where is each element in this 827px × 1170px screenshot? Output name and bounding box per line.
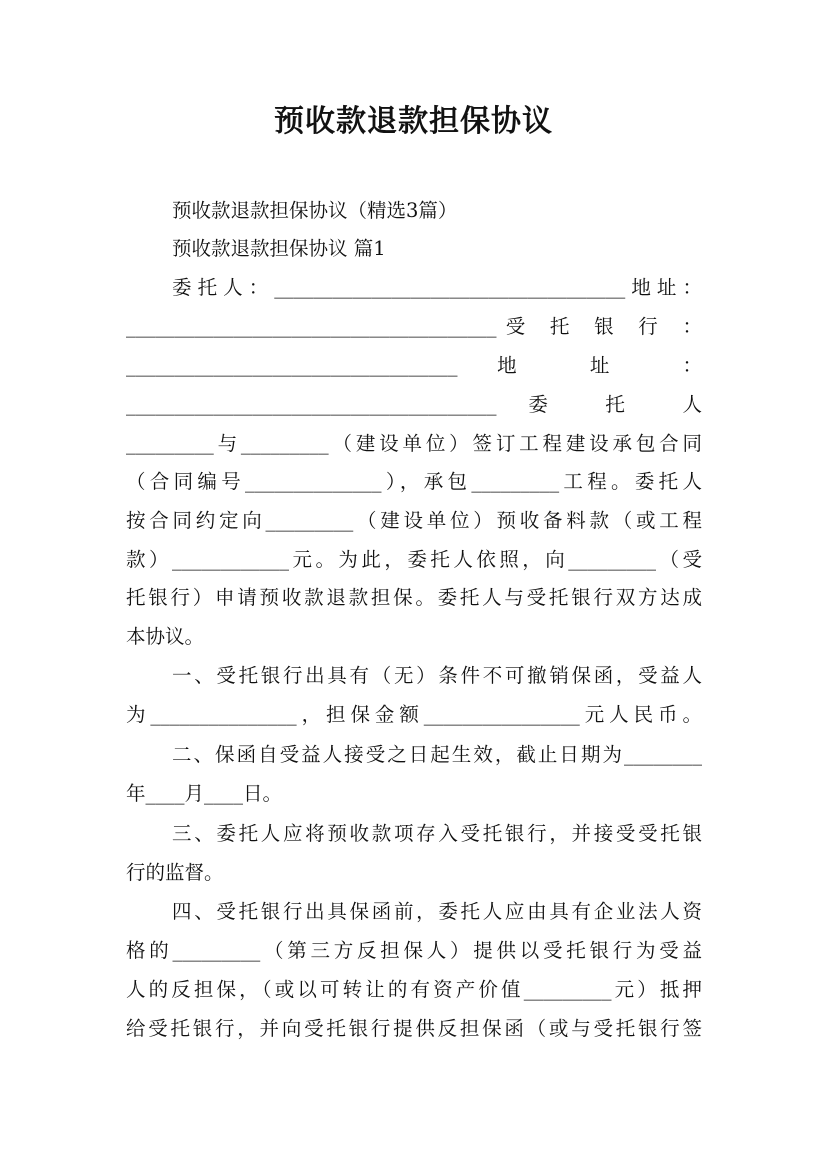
text-line-client-2: ______________________________________ 委 托 人 [126, 393, 702, 416]
text-line-heading: 预收款退款担保协议 篇1 [172, 237, 386, 260]
clause-4-cont: 人的反担保，（或以可转让的有资产价值_________元）抵押 [126, 978, 702, 1001]
clause-4-cont: 格的_________（第三方反担保人）提供以受托银行为受益 [126, 939, 702, 962]
text-line: （合同编号______________），承包_________工程。委托人 [126, 470, 702, 493]
text-line-subtitle: 预收款退款担保协议（精选3篇） [172, 199, 458, 222]
clause-3-cont: 行的监督。 [126, 861, 224, 884]
text-line: 款）____________元。为此，委托人依照，向_________（受 [126, 548, 702, 571]
text-line: 托银行）申请预收款退款担保。委托人与受托银行双方达成 [126, 586, 702, 609]
clause-2: 二、保函自受益人接受之日起生效，截止日期为________ [172, 743, 702, 766]
text-line: 按合同约定向_________（建设单位）预收备料款（或工程 [126, 509, 702, 532]
document-title: 预收款退款担保协议 [274, 104, 553, 139]
text-line-address: __________________________________ 地 址 ： [126, 354, 702, 377]
text-line-client: 委托人：____________________________________地址： [172, 276, 702, 299]
text-line-bank: ______________________________________受 托 银 行 ： [126, 315, 702, 338]
clause-2-cont: 年____月____日。 [126, 782, 283, 805]
text-line: 本协议。 [126, 625, 205, 648]
clause-4-cont: 给受托银行，并向受托银行提供反担保函（或与受托银行签 [126, 1017, 702, 1040]
text-line: _________与_________（建设单位）签订工程建设承包合同 [126, 432, 702, 455]
clause-3: 三、委托人应将预收款项存入受托银行，并接受受托银 [172, 822, 702, 845]
clause-4: 四、受托银行出具保函前，委托人应由具有企业法人资 [172, 900, 702, 923]
clause-1: 一、受托银行出具有（无）条件不可撤销保函，受益人 [172, 664, 702, 687]
clause-1-cont: 为_______________，担保金额________________元人民币。 [126, 703, 702, 726]
